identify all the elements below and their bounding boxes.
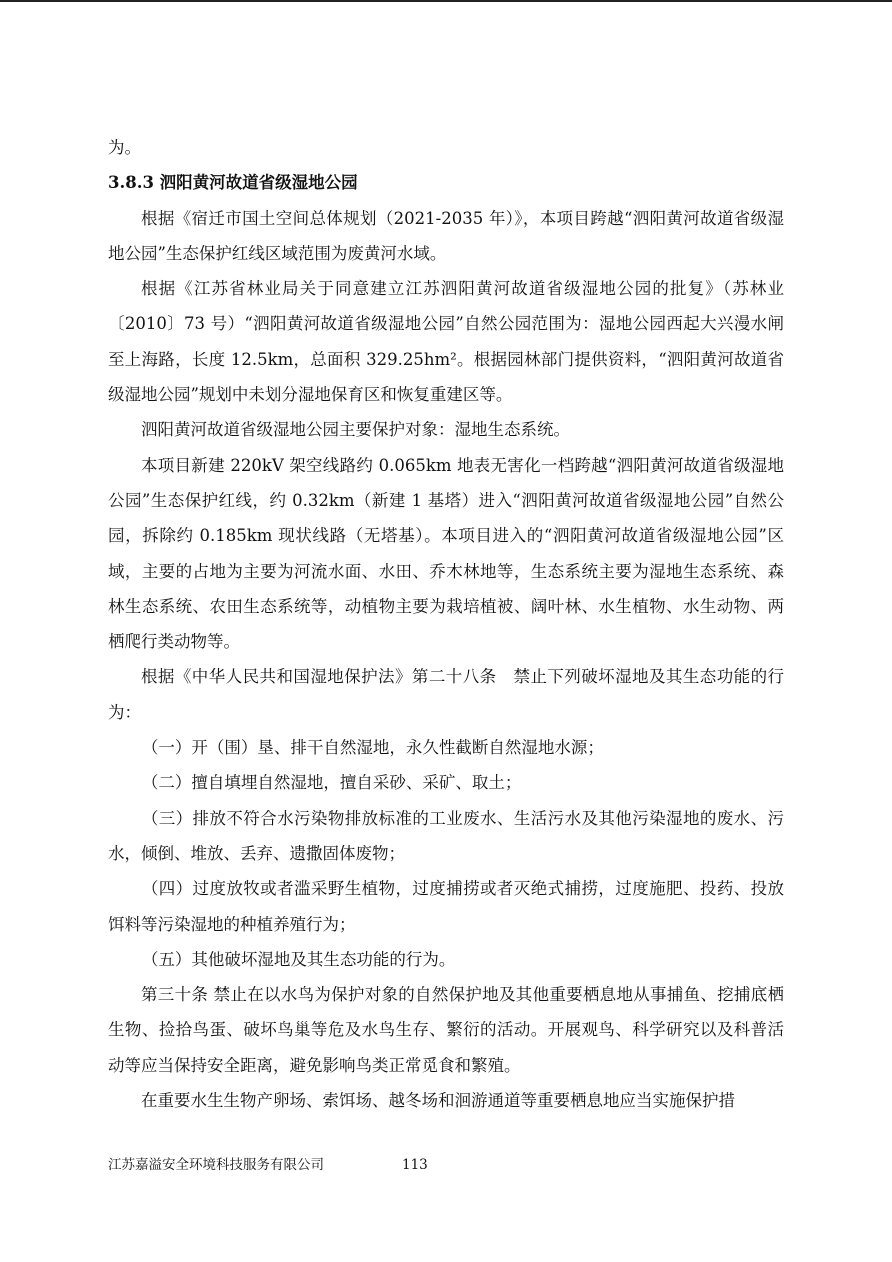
page-body: [108, 130, 784, 1118]
list-item: （五）其他破坏湿地及其生态功能的行为。: [141, 949, 456, 969]
page-number: 113: [402, 1157, 428, 1173]
footer-company: 江苏嘉溢安全环境科技服务有限公司: [108, 1157, 324, 1173]
list-item: （二）擅自填埋自然湿地，擅自采砂、采矿、取土；: [141, 773, 522, 793]
section-heading: 3.8.3 泗阳黄河故道省级湿地公园: [108, 173, 358, 193]
list-item: （四）过度放牧或者滥采野生植物，过度捕捞或者灭绝式捕捞，过度施肥、投药、投放饵料等污染湿地的种植养殖行为；: [108, 879, 784, 934]
paragraph: 根据《宿迁市国土空间总体规划（2021-2035 年）》，本项目跨越“泗阳黄河故道省级湿地公园”生态保护红线区域范围为废黄河水域。: [108, 208, 784, 263]
paragraph: 根据《江苏省林业局关于同意建立江苏泗阳黄河故道省级湿地公园的批复》（苏林业〔2010〕73 号）“泗阳黄河故道省级湿地公园”自然公园范围为：湿地公园西起大兴漫水闸至上海路，长度 12.5km，总面积 329.25hm²。根据园林部门提供资料，“泗阳黄河故道省级湿地公园”规划中未划分湿地保育区和恢复重建区等。: [108, 279, 784, 405]
continued-text: 为。: [108, 138, 141, 157]
paragraph: 本项目新建 220kV 架空线路约 0.065km 地表无害化一档跨越“泗阳黄河故道省级湿地公园”生态保护红线，约 0.32km（新建 1 基塔）进入“泗阳黄河故道省级湿地公园”自然公园，拆除约 0.185km 现状线路（无塔基）。本项目进入的“泗阳黄河故道省级湿地公园”区域，主要的占地为主要为河流水面、水田、乔木林地等，生态系统主要为湿地生态系统、森林生态系统、农田生态系统等，动植物主要为栽培植被、阔叶林、水生植物、水生动物、两栖爬行类动物等。: [108, 455, 784, 652]
paragraph: 在重要水生生物产卵场、索饵场、越冬场和洄游通道等重要栖息地应当实施保护措: [141, 1091, 735, 1111]
list-item: （一）开（围）垦、排干自然湿地，永久性截断自然湿地水源；: [141, 738, 604, 758]
paragraph: 第三十条 禁止在以水鸟为保护对象的自然保护地及其他重要栖息地从事捕鱼、挖捕底栖生物、捡拾鸟蛋、破坏鸟巢等危及水鸟生存、繁衍的活动。开展观鸟、科学研究以及科普活动等应当保持安全距离，避免影响鸟类正常觅食和繁殖。: [108, 985, 784, 1075]
list-item: （三）排放不符合水污染物排放标准的工业废水、生活污水及其他污染湿地的废水、污水，倾倒、堆放、丢弃、遗撒固体废物；: [108, 808, 784, 863]
paragraph: 泗阳黄河故道省级湿地公园主要保护对象：湿地生态系统。: [141, 420, 570, 440]
paragraph: 根据《中华人民共和国湿地保护法》第二十八条 禁止下列破坏湿地及其生态功能的行为：: [108, 667, 784, 722]
